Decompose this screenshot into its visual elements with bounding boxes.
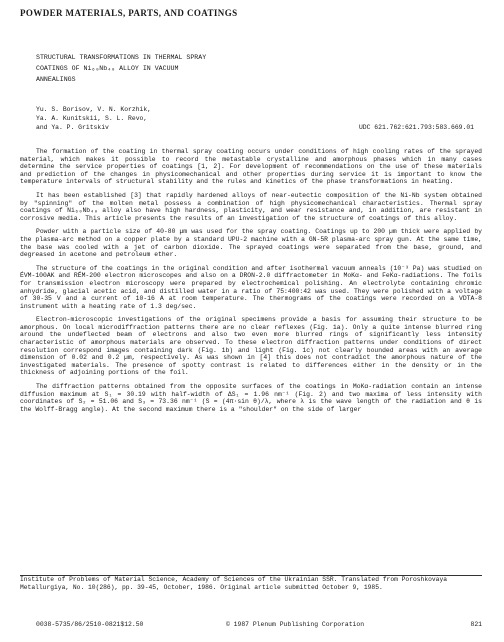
footnote: Institute of Problems of Material Science, Academy of Sciences of the Ukrainian SSR. Translated from Poroshkovaya Metallurgiya, No. 10(286), pp. 39-45, October, 1986. Original article submitted October 9, 1985. xyxy=(20,576,447,591)
body-paragraph: The diffraction patterns obtained from the opposite surfaces of the coatings in MoKα-radiation contain an intense diffusion maximum at S₁ = 30.19 with half-width of ΔS₁ = 1.96 nm⁻¹ (Fig. 2) and two maxima of less intensity with coordinates of S₂ = 51.06 and S₃ = 73.36 nm⁻¹ (S = (4π·sin θ)/λ, where λ is the wave length of the radiation and θ is the Wolff-Bragg angle). At the second maximum there is a "shoulder" on the side of larger xyxy=(20,383,482,413)
author-line: Ya. A. Kunitskii, S. L. Revo, xyxy=(36,115,148,122)
publication-code: 0038-5735/86/2510-0821$12.50 xyxy=(36,621,144,628)
page-number: 821 xyxy=(470,621,482,628)
author-line: Yu. S. Borisov, V. N. Korzhik, xyxy=(36,106,152,113)
article-body xyxy=(20,148,482,419)
article-title xyxy=(36,53,476,86)
body-paragraph: It has been established [3] that rapidly hardened alloys of near-eutectic composition of the Ni-Nb system obtained by "spinning" of the molten metal possess a combination of high physicomechanical characteristics. Thermal spray coatings of Ni₆₀Nb₄₀ alloy also have high hardness, plasticity, and wear resistance and, in addition, are resistant in corrosive media. This article presents the results of an investigation of the structure of coatings of this alloy. xyxy=(20,191,482,222)
body-paragraph: The formation of the coating in thermal spray coating occurs under conditions of high cooling rates of the sprayed material, which makes it possible to record the metastable crystalline and amorphous phases which in many cases determine the service properties of coatings [1, 2]. For development of recommendations on the use of these materials and prediction of the changes in physicomechanical and other properties during service it is important to know the temperature intervals of structural stability and the rules and kinetics of the phase transformations in heating. xyxy=(20,148,482,186)
udc-code: UDC 621.762:621.793:583.669.01 xyxy=(358,124,474,131)
copyright-notice: © 1987 Plenum Publishing Corporation xyxy=(226,621,365,628)
body-paragraph: The structure of the coatings in the original condition and after isothermal vacuum anneals (10⁻³ Pa) was studied on ÉVM-100AK and RÉM-200 electron microscopes and also on a DRON-2.0 diffractometer in MoKα- and FeKα-radiations. The foils for transmission electron microscopy were prepared by electrochemical polishing. An electrolyte containing chromic anhydride, glacial acetic acid, and distilled water in a ratio of 75:400:42 was used. They were polished with a voltage of 30-35 V and a current of 10-16 A at room temperature. The thermograms of the coatings were recorded on a VDTA-8 instrument with a heating rate of 1.3 deg/sec. xyxy=(20,264,482,310)
body-paragraph: Electron-microscopic investigations of the original specimens provide a basis for assuming their structure to be amorphous. On local microdiffraction patterns there are no clear reflexes (Fig. 1a). Only a quite intense blurred ring around the undeflected beam of electrons and also two even more blurred rings of significantly less intensity characteristic of amorphous materials are observed. To these electron diffraction patterns under conditions of direct resolution correspond images containing dark (Fig. 1b) and light (Fig. 1c) not clearly bounded areas with an average dimension of 0.02 and 0.2 µm, respectively. As was shown in [4] this does not contradict the amorphous nature of the investigated materials. The presence of spotty contrast is related to differences either in the density or in the thickness of adjoining portions of the foil. xyxy=(20,316,482,377)
body-paragraph: Powder with a particle size of 40-80 µm was used for the spray coating. Coatings up to 200 µm thick were applied by the plasma-arc method on a copper plate by a standard UPU-2 machine with a GN-5R plasma-arc spray gun. At the same time, the base was cooled with a jet of carbon dioxide. The sprayed coatings were separated from the base, ground, and degreased in acetone and petroleum ether. xyxy=(20,228,482,259)
author-line: and Ya. P. Gritskiv xyxy=(36,124,109,131)
title-line: STRUCTURAL TRANSFORMATIONS IN THERMAL SPRAY xyxy=(36,54,207,61)
title-line: COATINGS OF Ni₆₀Nb₄₀ ALLOY IN VACUUM xyxy=(36,65,179,72)
page-footer xyxy=(20,620,482,630)
section-header: POWDER MATERIALS, PARTS, AND COATINGS xyxy=(20,8,238,18)
title-line: ANNEALINGS xyxy=(36,76,76,83)
